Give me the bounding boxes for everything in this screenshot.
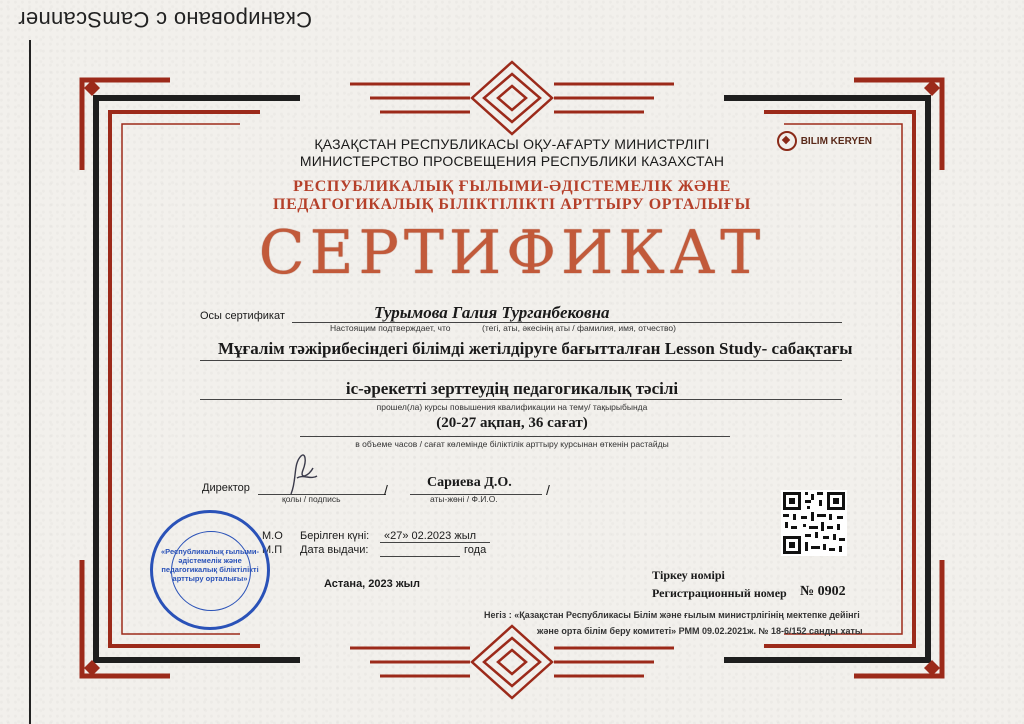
duration-hint: в объеме часов / сағат көлемінде біліктілік арттыру курсынан өткенін растайды <box>355 439 669 449</box>
official-seal <box>150 510 270 630</box>
basis-line2: және орта білім беру комитеті» РММ 09.02.2021ж. № 18-6/152 санды хаты <box>537 626 863 636</box>
org-name-line1: РЕСПУБЛИКАЛЫҚ ҒЫЛЫМИ-ӘДІСТЕМЕЛІК ЖӘНЕ <box>293 178 731 195</box>
director-signature <box>283 450 323 500</box>
signature-hint: қолы / подпись <box>282 494 341 504</box>
course-title-line1: Мұғалім тәжірибесіндегі білімді жетілдіруге бағытталған Lesson Study- сабақтағы <box>218 339 853 358</box>
logo-text: BILIM KERYEN <box>800 135 872 147</box>
reg-label-ru: Регистрационный номер <box>652 586 787 600</box>
qr-code <box>781 490 847 556</box>
seal-place-kz: М.О <box>262 530 283 542</box>
issued-date: «27» 02.2023 жыл <box>384 530 477 542</box>
reg-number: № 0902 <box>800 584 846 599</box>
issued-label-ru: Дата выдачи: <box>300 544 369 556</box>
ministry-ru: МИНИСТЕРСТВО ПРОСВЕЩЕНИЯ РЕСПУБЛИКИ КАЗАХСТАН <box>299 153 725 169</box>
seal-text: «Республикалық ғылыми-әдістемелік және педагогикалық біліктілікті арттыру орталығы» <box>160 547 260 583</box>
course-hint: прошел(ла) курсы повышения квалификации на тему/ тақырыбында <box>376 402 648 412</box>
city-year: Астана, 2023 жыл <box>324 578 421 590</box>
reg-label-kz: Тіркеу номірі <box>652 568 725 582</box>
director-label: Директор <box>202 482 250 494</box>
director-name: Сариева Д.О. <box>427 475 512 490</box>
confirms-label: Настоящим подтверждает, что <box>330 323 451 333</box>
recipient-name: Турымова Галия Турганбековна <box>374 303 610 322</box>
duration-underline <box>300 436 730 437</box>
course-underline-1 <box>200 360 842 361</box>
course-duration: (20-27 ақпан, 36 сағат) <box>436 415 588 431</box>
scanner-caption: Сканировано с CamScanner <box>18 7 313 32</box>
issued-date-underline <box>380 542 490 543</box>
course-title-line2: іс-әрекетті зерттеудің педагогикалық тәсілі <box>345 379 679 398</box>
fio-hint: (тегі, аты, әкесінің аты / фамилия, имя, отчество) <box>482 323 676 333</box>
issued-label-kz: Берілген күні: <box>300 530 370 542</box>
course-underline-2 <box>200 399 842 400</box>
director-name-hint: аты-жөні / Ф.И.О. <box>430 494 498 504</box>
org-name-line2: ПЕДАГОГИКАЛЫҚ БІЛІКТІЛІКТІ АРТТЫРУ ОРТАЛЫҒЫ <box>273 196 751 213</box>
year-label: года <box>464 544 487 556</box>
cert-label: Осы сертификат <box>200 310 285 322</box>
seal-place-ru: М.П <box>262 544 283 556</box>
basis-line1: Негіз : «Қазақстан Республикасы Білім және ғылым министрлігінің мектепке дейінгі <box>484 610 860 620</box>
certificate-title: СЕРТИФИКАТ <box>258 218 766 288</box>
ministry-kz: ҚАЗАҚСТАН РЕСПУБЛИКАСЫ ОҚУ-АҒАРТУ МИНИСТРЛІГІ <box>314 136 710 152</box>
issued-ru-underline <box>380 556 460 557</box>
